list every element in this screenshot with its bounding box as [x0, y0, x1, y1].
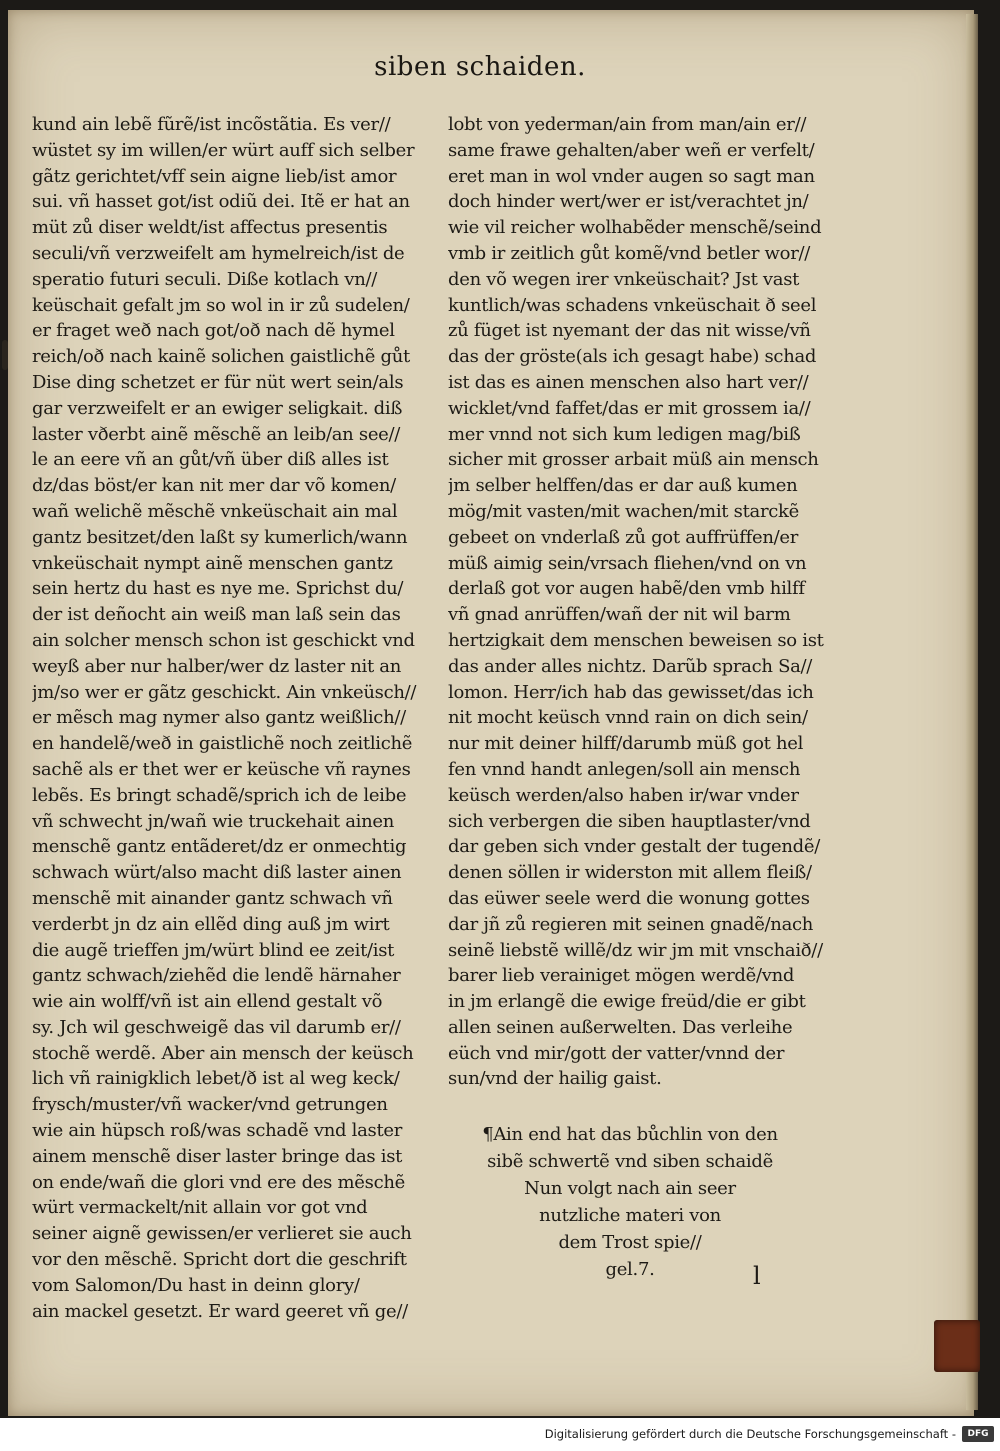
text-line: keüschait gefalt jm so wol in ir zů sudelen/ — [32, 294, 410, 316]
text-line: schwach würt/also macht diß laster ainen — [32, 862, 402, 884]
text-line: die augẽ trieffen jm/würt blind ee zeit/ist — [32, 939, 395, 961]
text-line: gantz besitzet/den laßt sy kumerlich/wann — [32, 526, 408, 548]
text-line: gantz schwach/ziehẽd die lendẽ härnaher — [32, 965, 401, 987]
footer-text: Digitalisierung gefördert durch die Deutsche Forschungsgemeinschaft - — [544, 1427, 956, 1441]
text-line: vñ schwecht jn/wañ wie truckehait ainen — [32, 810, 395, 832]
text-line: jm/so wer er gãtz geschickt. Ain vnkeüsch// — [32, 681, 417, 703]
text-line: sein hertz du hast es nye me. Sprichst du/ — [32, 578, 404, 600]
text-line: menschẽ gantz entãderet/dz er onmechtig — [32, 836, 407, 858]
text-line: sy. Jch wil geschweigẽ das vil darumb er// — [32, 1016, 401, 1038]
colophon-line: dem Trost spie// — [558, 1232, 702, 1253]
text-line: ist das es ainen menschen also hart ver// — [448, 371, 809, 393]
text-line: lobt von yederman/ain from man/ain er// — [448, 114, 807, 135]
text-line: en handelẽ/weð in gaistlichẽ noch zeitlichẽ — [32, 733, 413, 755]
text-line: müt zů diser weldt/ist affectus presentis — [32, 217, 388, 239]
left-text-column — [32, 112, 432, 1324]
text-line: mer vnnd not sich kum ledigen mag/biß — [448, 423, 801, 445]
colophon-line: Nun volgt nach ain seer — [524, 1178, 736, 1199]
text-line: same frawe gehalten/aber weñ er verfelt/ — [448, 139, 815, 161]
colophon-line: sibẽ schwertẽ vnd siben schaidẽ — [487, 1151, 773, 1172]
text-line: er fraget weð nach got/oð nach dẽ hymel — [32, 320, 395, 342]
text-line: das ander alles nichtz. Darũb sprach Sa// — [448, 655, 813, 677]
text-line: frysch/muster/vñ wacker/vnd getrungen — [32, 1094, 388, 1116]
text-line: den võ wegen irer vnkeüschait? Jst vast — [448, 268, 800, 290]
text-line: barer lieb verainiget mögen werdẽ/vnd — [448, 965, 795, 987]
text-line: doch hinder wert/wer er ist/verachtet jn/ — [448, 191, 809, 213]
text-line: seculi/vñ verzweifelt am hymelreich/ist de — [32, 242, 405, 264]
text-line: wañ welichẽ mẽschẽ vnkeüschait ain mal — [32, 500, 398, 522]
colophon-line: ¶Ain end hat das bůchlin von den — [482, 1124, 778, 1145]
text-line: kuntlich/was schadens vnkeüschait ð seel — [448, 294, 817, 316]
text-line: Dise ding schetzet er für nüt wert sein/als — [32, 371, 404, 393]
text-line: jm selber helffen/das er dar auß kumen — [448, 475, 798, 497]
text-line: er mẽsch mag nymer also gantz weißlich// — [32, 707, 406, 729]
text-line: der ist deñocht ain weiß man laß sein das — [32, 604, 401, 626]
text-line: in jm erlangẽ die ewige freüd/die er gibt — [448, 991, 806, 1013]
text-line: dar geben sich vnder gestalt der tugendẽ/ — [448, 836, 821, 858]
colophon-line: nutzliche materi von — [539, 1205, 721, 1226]
text-line: wüstet sy im willen/er würt auff sich selber — [32, 139, 415, 161]
text-line: speratio futuri seculi. Diße kotlach vn// — [32, 268, 378, 290]
text-line: vñ gnad anrüffen/wañ der nit wil barm — [448, 604, 791, 626]
text-line: gar verzweifelt er an ewiger seligkait. diß — [32, 397, 403, 419]
colophon — [450, 1121, 810, 1283]
text-line: eüch vnd mir/gott der vatter/vnnd der — [448, 1042, 785, 1064]
colophon-line: gel.7. — [605, 1259, 655, 1280]
text-line: sui. vñ hasset got/ist odiũ dei. Itẽ er hat an — [32, 191, 410, 213]
text-line: on ende/wañ die glori vnd ere des mẽschẽ — [32, 1171, 405, 1193]
text-line: seiner aignẽ gewissen/er verlieret sie auch — [32, 1223, 412, 1245]
margin-mark — [2, 340, 8, 370]
text-line: sicher mit grosser arbait müß ain mensch — [448, 449, 819, 471]
text-line: würt vermackelt/nit allain vor got vnd — [32, 1197, 368, 1219]
text-line: nur mit deiner hilff/darumb müß got hel — [448, 733, 804, 755]
text-line: zů füget ist nyemant der das nit wisse/vñ — [448, 320, 811, 342]
text-line: vom Salomon/Du hast in deinn glory/ — [32, 1274, 360, 1296]
text-line: müß aimig sein/vrsach fliehen/vnd on vn — [448, 552, 807, 574]
text-line: das eüwer seele werd die wonung gottes — [448, 887, 810, 909]
bookmark-tab — [934, 1320, 980, 1372]
text-line: stochẽ werdẽ. Aber ain mensch der keüsch — [32, 1042, 414, 1064]
text-line: le an eere vñ an gůt/vñ über diß alles ist — [32, 449, 389, 471]
text-line: gebeet on vnderlaß zů got auffrüffen/er — [448, 526, 799, 548]
text-line: wie vil reicher wolhabẽder menschẽ/seind — [448, 217, 822, 239]
text-line: wie ain hüpsch roß/was schadẽ vnd laster — [32, 1120, 403, 1142]
text-line: sun/vnd der hailig gaist. — [448, 1068, 662, 1090]
text-line: verderbt jn dz ain ellẽd ding auß jm wirt — [32, 913, 390, 935]
text-line: kund ain lebẽ fũrẽ/ist incõstãtia. Es ver// — [32, 114, 391, 135]
text-line: nit mocht keüsch vnnd rain on dich sein/ — [448, 707, 808, 729]
text-line: ain mackel gesetzt. Er ward geeret vñ ge// — [32, 1300, 408, 1322]
text-line: sachẽ als er thet wer er keüsche vñ raynes — [32, 758, 411, 780]
text-line: allen seinen außerwelten. Das verleihe — [448, 1016, 793, 1038]
page-edge — [966, 14, 978, 1410]
text-line: dz/das böst/er kan nit mer dar võ komen/ — [32, 475, 396, 497]
text-line: vor den mẽschẽ. Spricht dort die geschrift — [32, 1249, 407, 1271]
text-line: laster vðerbt ainẽ mẽschẽ an leib/an see// — [32, 423, 401, 445]
text-line: wie ain wolff/vñ ist ain ellend gestalt võ — [32, 991, 383, 1013]
text-line: ain solcher mensch schon ist geschickt vnd — [32, 629, 415, 651]
text-line: reich/oð nach kainẽ solichen gaistlichẽ gůt — [32, 346, 410, 368]
text-line: menschẽ mit ainander gantz schwach vñ — [32, 887, 393, 909]
running-head: siben schaiden. — [374, 52, 586, 82]
text-line: lich vñ rainigklich lebet/ð ist al weg keck/ — [32, 1068, 400, 1090]
text-line: das der gröste(als ich gesagt habe) schad — [448, 346, 817, 368]
text-line: lebẽs. Es bringt schadẽ/sprich ich de leibe — [32, 784, 407, 806]
text-line: vnkeüschait nympt ainẽ menschen gantz — [32, 552, 393, 574]
text-line: weyß aber nur halber/wer dz laster nit an — [32, 655, 402, 677]
text-line: mög/mit vasten/mit wachen/mit starckẽ — [448, 500, 799, 522]
text-line: fen vnnd handt anlegen/soll ain mensch — [448, 758, 801, 780]
signature-mark: l — [753, 1262, 761, 1290]
text-line: eret man in wol vnder augen so sagt man — [448, 165, 815, 187]
text-line: seinẽ liebstẽ willẽ/dz wir jm mit vnschaið// — [448, 939, 823, 961]
text-line: vmb ir zeitlich gůt komẽ/vnd betler wor// — [448, 242, 811, 264]
dfg-logo: DFG — [962, 1426, 994, 1442]
right-text-column — [448, 112, 838, 1092]
text-line: ainem menschẽ diser laster bringe das ist — [32, 1145, 403, 1167]
text-line: denen söllen ir widerston mit allem fleiß/ — [448, 862, 812, 884]
text-line: dar jñ zů regieren mit seinen gnadẽ/nach — [448, 913, 814, 935]
text-line: keüsch werden/also haben ir/war vnder — [448, 784, 799, 806]
text-line: gãtz gerichtet/vff sein aigne lieb/ist amor — [32, 165, 397, 187]
text-line: derlaß got vor augen habẽ/den vmb hilff — [448, 578, 805, 600]
text-line: lomon. Herr/ich hab das gewisset/das ich — [448, 681, 814, 703]
text-line: wicklet/vnd faffet/das er mit grossem ia// — [448, 397, 811, 419]
text-line: sich verbergen die siben hauptlaster/vnd — [448, 810, 811, 832]
text-line: hertzigkait dem menschen beweisen so ist — [448, 629, 824, 651]
footer-bar — [0, 1418, 1000, 1451]
